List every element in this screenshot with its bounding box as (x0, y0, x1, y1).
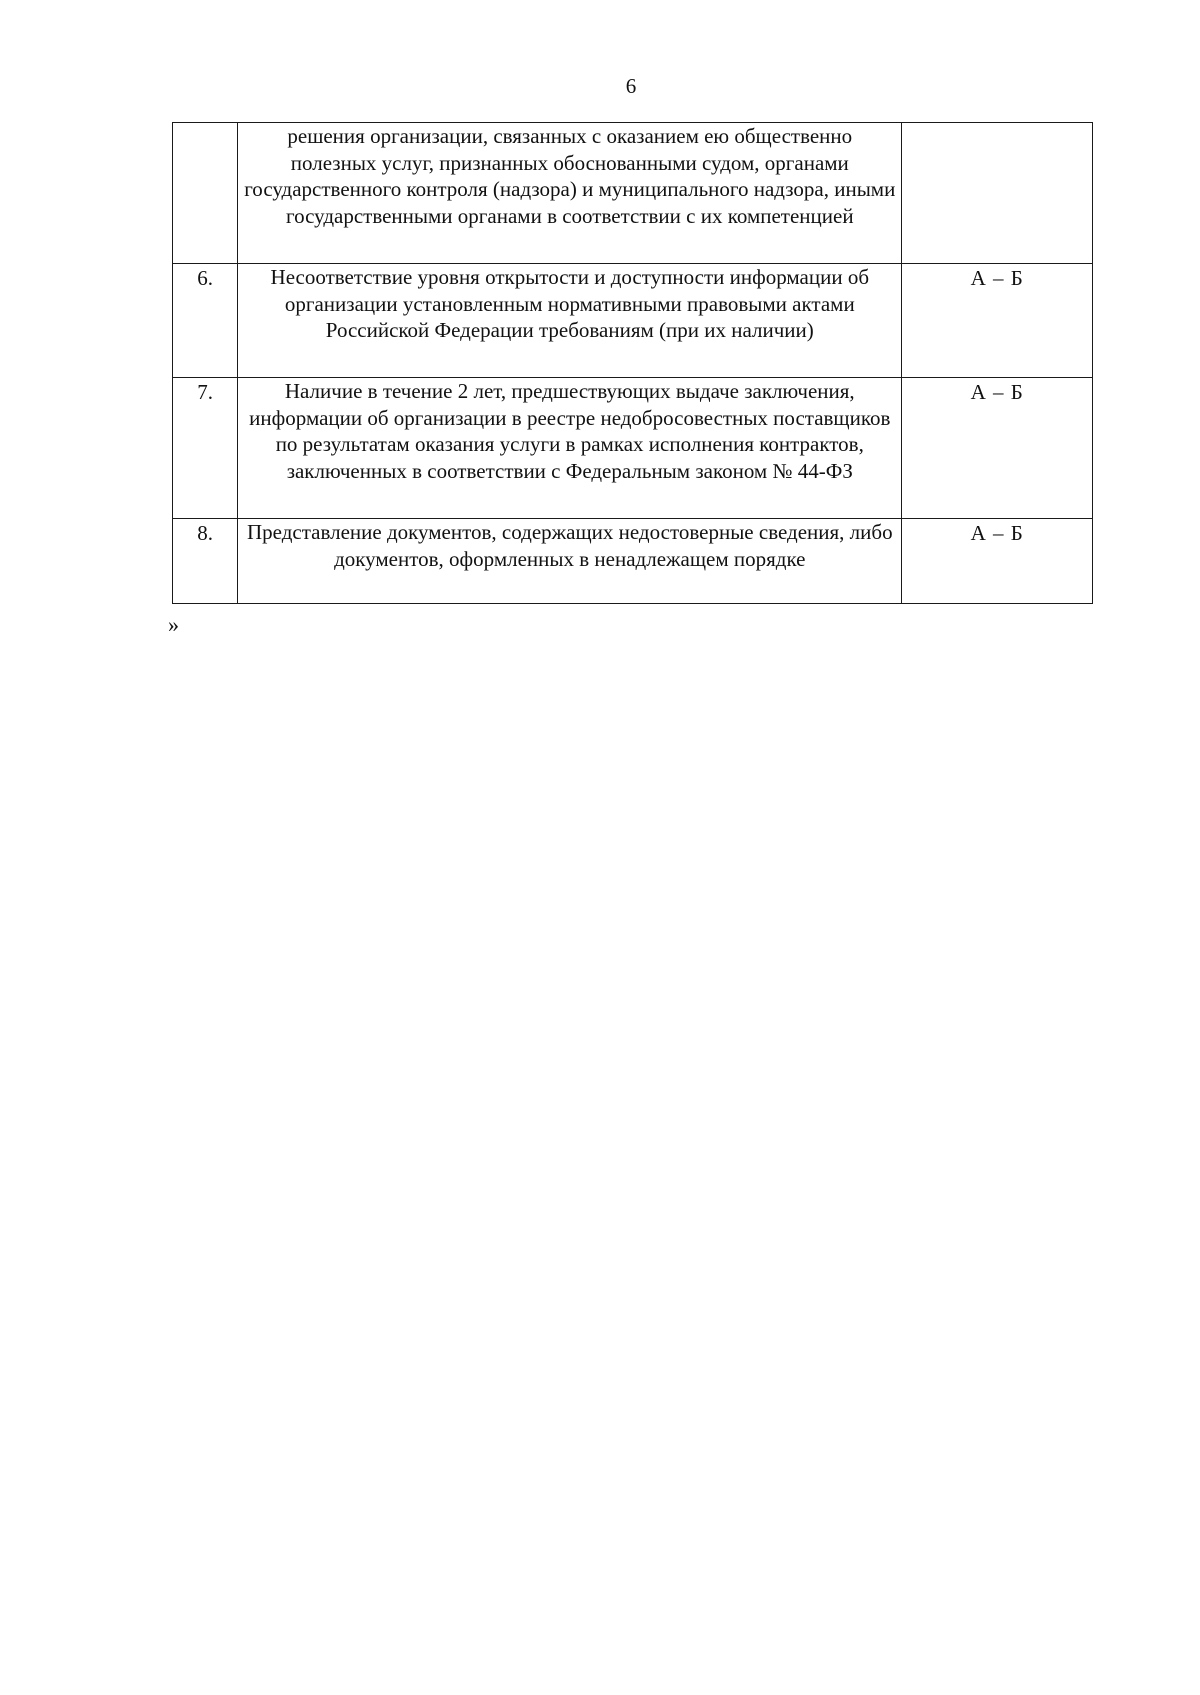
table-row (173, 264, 1093, 378)
page-number: 6 (625, 74, 637, 98)
row-number: 6. (173, 264, 238, 378)
row-level: А – Б (902, 519, 1093, 604)
closing-quote: » (168, 612, 179, 637)
table-row (173, 519, 1093, 604)
row-level: А – Б (902, 264, 1093, 378)
row-number: 8. (173, 519, 238, 604)
row-description: Представление документов, содержащих недостоверные сведения, либо документов, оформленных в ненадлежащем порядке (238, 519, 902, 604)
row-level (902, 123, 1093, 264)
row-level: А – Б (902, 378, 1093, 519)
row-number: 7. (173, 378, 238, 519)
criteria-table (172, 122, 1093, 604)
row-description: Наличие в течение 2 лет, предшествующих выдаче заключения, информации об организации в реестре недобросовестных поставщиков по результатам оказания услуги в рамках исполнения контрактов, заключенных в соответствии с Федеральным законом № 44-ФЗ (238, 378, 902, 519)
table-row (173, 123, 1093, 264)
row-number (173, 123, 238, 264)
row-description: решения организации, связанных с оказанием ею общественно полезных услуг, признанных обоснованными судом, органами государственного контроля (надзора) и муниципального надзора, иными государственными органами в соответствии с их компетенцией (238, 123, 902, 264)
row-description: Несоответствие уровня открытости и доступности информации об организации установленным нормативными правовыми актами Российской Федерации требованиям (при их наличии) (238, 264, 902, 378)
table-row (173, 378, 1093, 519)
